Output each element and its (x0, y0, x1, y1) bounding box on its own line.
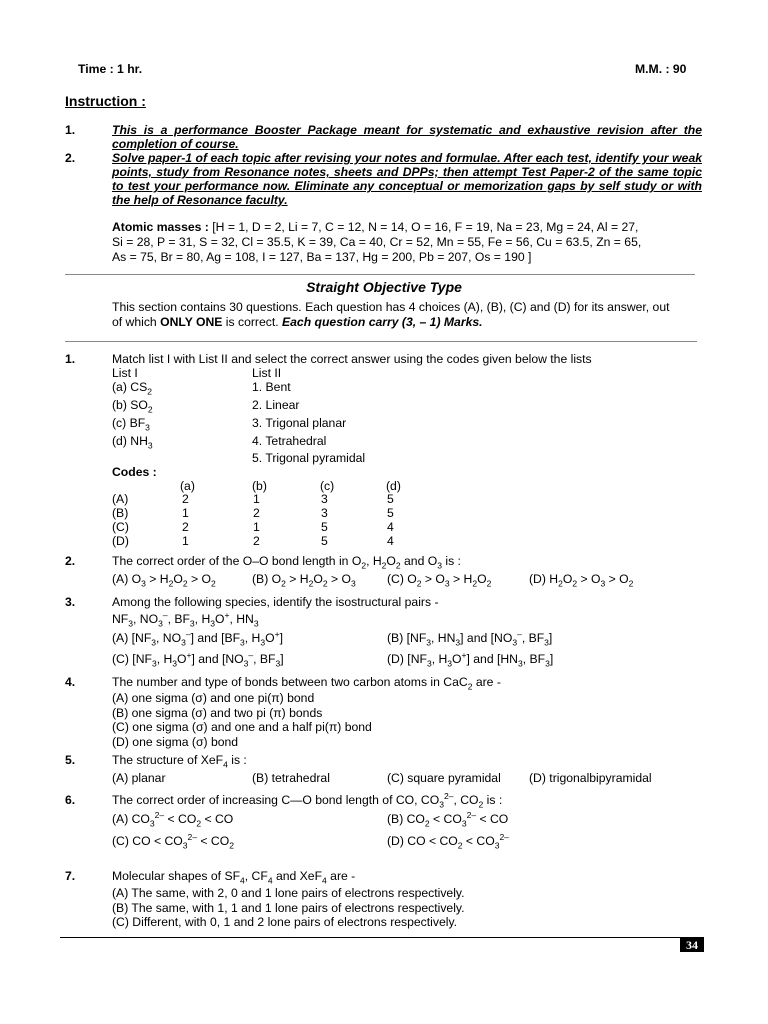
footer-rule (60, 937, 704, 938)
option: (D) $H_2O_2 > O_3 > O_2$ (529, 572, 634, 589)
instruction-number: 1. (65, 123, 76, 137)
question-number: 4. (65, 675, 76, 689)
option: (C) CO < $CO_3^{2-} < CO_2$ (112, 831, 234, 851)
section-description: This section contains 30 questions. Each question has 4 choices (A), (B), (C) and (D) for its answer, out (112, 300, 670, 314)
question-text: The correct order of increasing C—O bond length of CO, $CO_3^{2-}$, $CO_2$ is : (112, 790, 503, 810)
section-description: of which ONLY ONE is correct. Each question carry (3, – 1) Marks. (112, 315, 483, 329)
option: (B) [$NF_3$, $HN_3$] and [$NO_3^-$, $BF_3$] (387, 628, 553, 648)
option: (B) one sigma (σ) and two pi (π) bonds (112, 706, 323, 720)
time-label: Time : 1 hr. (78, 62, 143, 76)
atomic-masses-line: Atomic masses : [H = 1, D = 2, Li = 7, C = 12, N = 14, O = 16, F = 19, Na = 23, Mg = 24, Al = 27, (112, 220, 639, 234)
question-number: 6. (65, 793, 76, 807)
divider (65, 341, 697, 342)
question-number: 7. (65, 869, 76, 883)
option: (D) one sigma (σ) bond (112, 735, 239, 749)
option: (A) [$NF_3$, $NO_3^-$] and [$BF_3$, $H_3O^+$] (112, 628, 283, 648)
question-text: The correct order of the O–O bond length in $O_2$, $H_2O_2$ and $O_3$ is : (112, 554, 461, 571)
instruction-text: This is a performance Booster Package meant for systematic and exhaustive revision after the completion of course. (112, 123, 702, 151)
question-text: The number and type of bonds between two carbon atoms in CaC$_2$ are - (112, 675, 501, 692)
list1-heading: List I (112, 366, 138, 380)
section-title: Straight Objective Type (306, 279, 462, 295)
page-number: 34 (680, 938, 704, 952)
max-marks-label: M.M. : 90 (635, 62, 687, 76)
option: (A) $CO_3^{2-} < CO_2$ < CO (112, 809, 234, 829)
atomic-masses-line: As = 75, Br = 80, Ag = 108, I = 127, Ba = 137, Hg = 200, Pb = 207, Os = 190 ] (112, 250, 532, 264)
option: (D) [$NF_3$, $H_3O^+$] and [$HN_3$, $BF_3$] (387, 649, 554, 669)
question-species: $NF_3$, $NO_3^-$, $BF_3$, $H_3O^+$, $HN_3$ (112, 609, 259, 629)
option: (B) tetrahedral (252, 771, 330, 785)
list1-item: (b) $SO_2$ (112, 398, 153, 415)
question-text: The structure of XeF$_4$ is : (112, 753, 247, 770)
option: (B) $O_2 > H_2O_2 > O_3$ (252, 572, 356, 589)
question-number: 5. (65, 753, 76, 767)
codes-label: Codes : (112, 465, 157, 479)
question-text: Match list I with List II and select the correct answer using the codes given below the lists (112, 352, 592, 366)
option: (C) Different, with 0, 1 and 2 lone pairs of electrons respectively. (112, 915, 458, 929)
instruction-title: Instruction : (65, 93, 146, 109)
atomic-masses-line: Si = 28, P = 31, S = 32, Cl = 35.5, K = 39, Ca = 40, Cr = 52, Mn = 55, Fe = 56, Cu = 63.5, Zn = 65, (112, 235, 642, 249)
list2-item: 3. Trigonal planar (252, 416, 347, 430)
question-number: 2. (65, 554, 76, 568)
option: (C) square pyramidal (387, 771, 501, 785)
option: (B) The same, with 1, 1 and 1 lone pairs of electrons respectively. (112, 901, 465, 915)
option: (C) $O_2 > O_3 > H_2O_2$ (387, 572, 492, 589)
question-number: 1. (65, 352, 76, 366)
list1-item: (c) $BF_3$ (112, 416, 150, 433)
option: (D) trigonalbipyramidal (529, 771, 652, 785)
atomic-masses-label: Atomic masses : (112, 220, 209, 234)
option: (C) one sigma (σ) and one and a half pi(π) bond (112, 720, 372, 734)
option: (A) one sigma (σ) and one pi(π) bond (112, 691, 315, 705)
list2-item: 1. Bent (252, 380, 291, 394)
codes-header: (b) (252, 479, 267, 493)
option: (B) $CO_2 < CO_3^{2-}$ < CO (387, 809, 509, 829)
codes-header: (c) (320, 479, 335, 493)
codes-header: (a) (180, 479, 195, 493)
codes-header: (d) (386, 479, 401, 493)
divider (65, 274, 695, 275)
option: (A) planar (112, 771, 166, 785)
question-number: 3. (65, 595, 76, 609)
list1-item: (d) $NH_3$ (112, 434, 153, 451)
list2-item: 4. Tetrahedral (252, 434, 327, 448)
option: (A) The same, with 2, 0 and 1 lone pairs of electrons respectively. (112, 886, 465, 900)
option: (A) $O_3 > H_2O_2 > O_2$ (112, 572, 216, 589)
option: (C) [$NF_3$, $H_3O^+$] and [$NO_3^-$, $BF_3$] (112, 649, 284, 669)
option: (D) CO < $CO_2 < CO_3^{2-}$ (387, 831, 509, 851)
list1-item: (a) $CS_2$ (112, 380, 152, 397)
list2-heading: List II (252, 366, 282, 380)
question-text: Among the following species, identify the isostructural pairs - (112, 595, 439, 609)
question-text: Molecular shapes of $SF_4$, $CF_4$ and XeF$_4$ are - (112, 869, 356, 886)
list2-item: 5. Trigonal pyramidal (252, 451, 366, 465)
instruction-text: Solve paper-1 of each topic after revising your notes and formulae. After each test, identify your weak points, study from Resonance notes, sheets and DPPs; then attempt Test Paper-2 of the same topic to test your performance now. Eliminate any conceptual or memorization gaps by self study or with the help of Resonance faculty. (112, 151, 702, 207)
list2-item: 2. Linear (252, 398, 300, 412)
instruction-number: 2. (65, 151, 76, 165)
